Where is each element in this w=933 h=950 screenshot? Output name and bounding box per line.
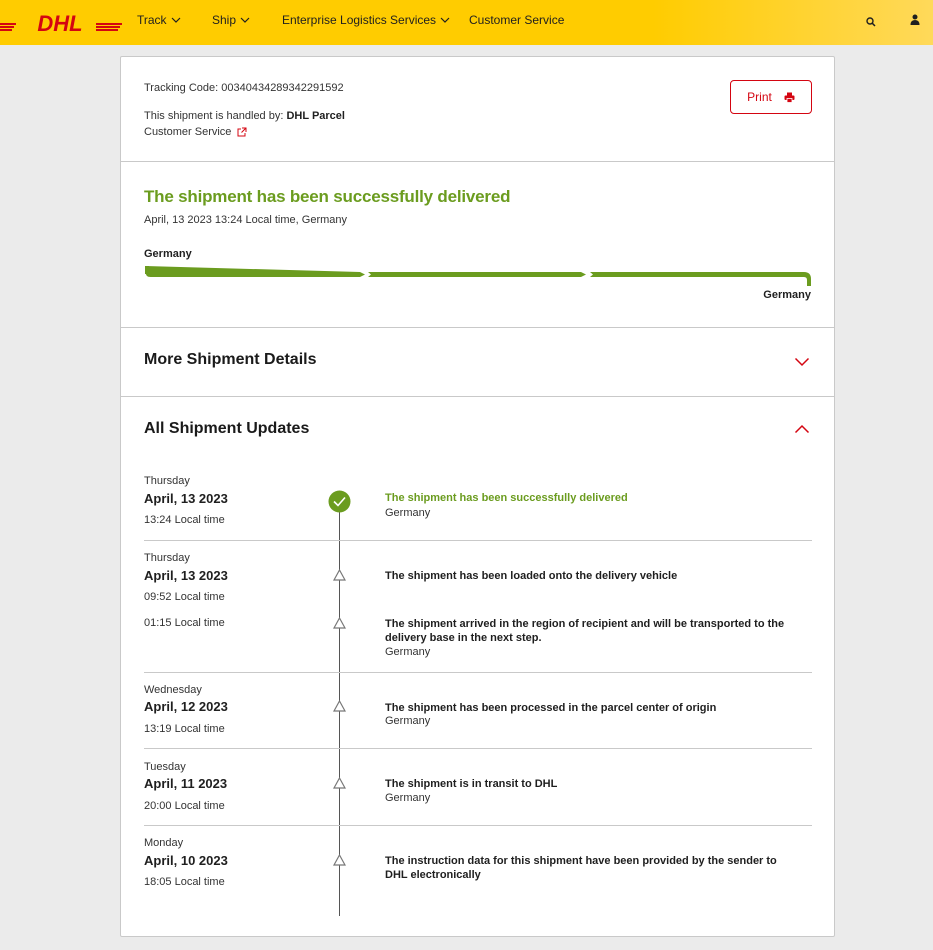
- update-location: Germany: [385, 715, 431, 727]
- dhl-logo[interactable]: [0, 9, 122, 37]
- search-icon[interactable]: [866, 17, 876, 27]
- update-weekday: Thursday: [144, 475, 190, 487]
- update-date: April, 11 2023: [144, 776, 228, 791]
- delivery-status-section: [121, 162, 834, 328]
- update-event-text: The shipment has been processed in the parcel center of origin: [385, 702, 717, 714]
- update-time: 13:19 Local time: [144, 723, 225, 735]
- event-triangle-icon: [333, 617, 346, 629]
- update-time: 20:00 Local time: [144, 800, 225, 812]
- delivery-progress-bar: [144, 266, 812, 288]
- customer-service-link[interactable]: [144, 126, 247, 138]
- chevron-down-icon: [240, 15, 250, 25]
- nav-customer-service-label: Customer Service: [469, 13, 565, 27]
- update-weekday: Monday: [144, 837, 184, 849]
- update-event-text: The shipment has been successfully delivered: [385, 492, 628, 504]
- nav-track[interactable]: [137, 13, 181, 27]
- handled-by-value: DHL Parcel: [286, 110, 345, 122]
- chevron-down-icon: [171, 15, 181, 25]
- update-time: 13:24 Local time: [144, 514, 225, 526]
- tracking-card: [120, 56, 835, 937]
- update-location: Germany: [385, 792, 431, 804]
- tracking-info-section: [121, 57, 834, 162]
- all-updates-section: [121, 397, 834, 937]
- update-event-text: The shipment has been loaded onto the delivery vehicle: [385, 570, 678, 582]
- update-time: 18:05 Local time: [144, 876, 225, 888]
- update-date: April, 13 2023: [144, 568, 228, 583]
- nav-enterprise-label: Enterprise Logistics Services: [282, 13, 437, 27]
- delivery-status-title: The shipment has been successfully delivered: [144, 187, 511, 206]
- update-weekday: Tuesday: [144, 761, 186, 773]
- tracking-code-label: Tracking Code:: [144, 82, 219, 94]
- printer-icon: [784, 92, 795, 103]
- timeline-separator: [144, 748, 812, 749]
- delivered-check-icon: [328, 490, 351, 513]
- update-location: Germany: [385, 507, 431, 519]
- update-date: April, 13 2023: [144, 491, 228, 506]
- nav-track-label: Track: [137, 13, 167, 27]
- chevron-down-icon[interactable]: [794, 357, 810, 367]
- delivery-datetime: April, 13 2023 13:24 Local time, Germany: [144, 214, 348, 226]
- site-header: [0, 0, 933, 45]
- dhl-logo-text: DHL: [37, 11, 83, 36]
- update-date: April, 12 2023: [144, 699, 228, 714]
- timeline-separator: [144, 672, 812, 673]
- handled-by-label: This shipment is handled by:: [144, 110, 284, 122]
- origin-country: Germany: [144, 248, 192, 260]
- customer-service-label: Customer Service: [144, 126, 232, 138]
- user-icon[interactable]: [910, 14, 920, 26]
- tracking-code-row: [144, 82, 344, 94]
- timeline-separator: [144, 540, 812, 541]
- update-time: 09:52 Local time: [144, 591, 225, 603]
- update-weekday: Wednesday: [144, 684, 202, 696]
- more-details-accordion[interactable]: [121, 328, 834, 397]
- print-button-label: Print: [747, 90, 772, 104]
- nav-ship-label: Ship: [212, 13, 237, 27]
- event-triangle-icon: [333, 854, 346, 866]
- nav-ship[interactable]: [212, 13, 250, 27]
- update-event-text: The instruction data for this shipment have been provided by the sender to DHL electronically: [385, 855, 777, 881]
- event-triangle-icon: [333, 777, 346, 789]
- external-link-icon: [237, 127, 247, 137]
- update-weekday: Thursday: [144, 552, 190, 564]
- destination-country: Germany: [763, 289, 811, 301]
- event-triangle-icon: [333, 700, 346, 712]
- update-location: Germany: [385, 646, 431, 658]
- chevron-up-icon[interactable]: [794, 424, 810, 434]
- update-date: April, 10 2023: [144, 853, 228, 868]
- update-event-text: The shipment is in transit to DHL: [385, 778, 558, 790]
- tracking-code-value: 00340434289342291592: [221, 82, 344, 94]
- nav-customer-service[interactable]: [469, 13, 564, 27]
- all-updates-title[interactable]: All Shipment Updates: [144, 420, 310, 437]
- nav-enterprise-logistics[interactable]: [282, 13, 450, 27]
- update-event-text: The shipment arrived in the region of recipient and will be transported to the delivery base in the next step.: [385, 618, 785, 644]
- handled-by-row: [144, 110, 345, 122]
- timeline-separator: [144, 825, 812, 826]
- more-details-title: More Shipment Details: [144, 351, 317, 368]
- update-time: 01:15 Local time: [144, 617, 225, 629]
- event-triangle-icon: [333, 569, 346, 581]
- chevron-down-icon: [440, 15, 450, 25]
- print-button[interactable]: [730, 80, 812, 114]
